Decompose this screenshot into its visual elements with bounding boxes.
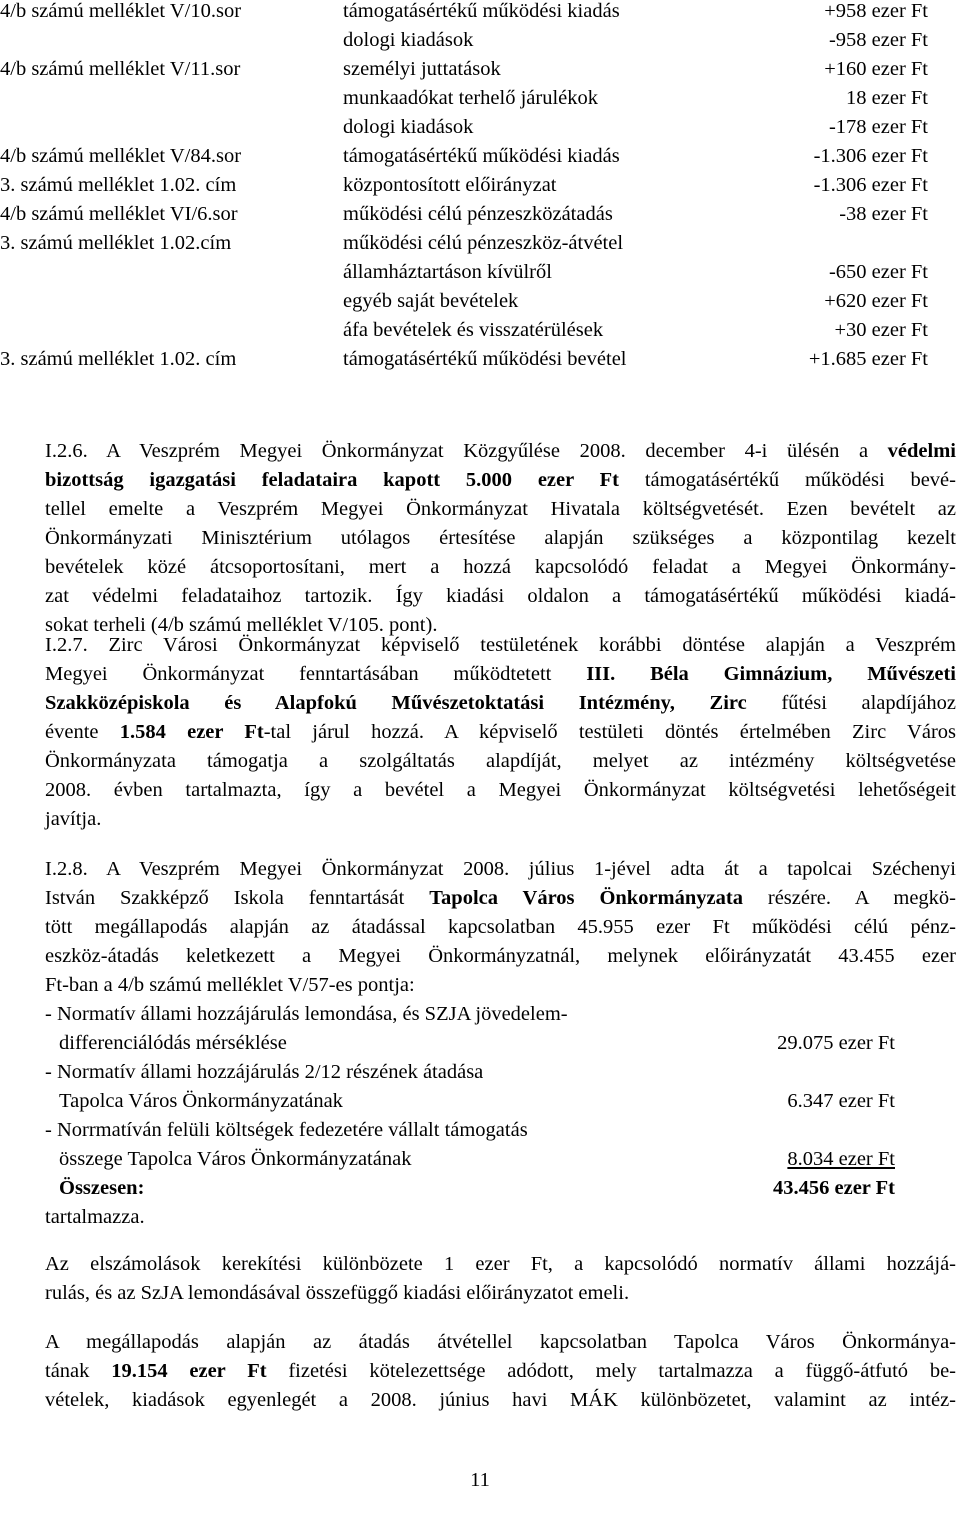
text-line: eszköz-átadás keletkezett a Megyei Önkormányzatnál, melynek előirányzatát 43.455 ezer — [45, 945, 956, 967]
paragraph-i-2-7 — [45, 631, 956, 834]
row-reference: 4/b számú melléklet VI/6.sor — [0, 203, 238, 225]
text-line: évente 1.584 ezer Ft-tal járul hozzá. A képviselő testületi döntés értelmében Zirc Város — [45, 721, 956, 743]
row-amount: -650 ezer Ft — [828, 261, 928, 283]
row-reference: 4/b számú melléklet V/11.sor — [0, 58, 241, 80]
table-row — [0, 171, 928, 200]
paragraph-i-2-6 — [45, 437, 956, 640]
text-line: rulás, és az SzJA lemondásával összefüggő kiadási előirányzatot emeli. — [45, 1282, 630, 1304]
text-line: 2008. évben tartalmazta, így a bevétel a Megyei Önkormányzat költségvetési lehetőségeit — [45, 779, 956, 801]
table-row — [0, 229, 928, 258]
row-amount: -38 ezer Ft — [839, 203, 928, 225]
table-row — [0, 84, 928, 113]
text-line: bizottság igazgatási feladataira kapott 5.000 ezer Ft támogatásértékű működési bevé- — [45, 469, 956, 491]
row-item: működési célú pénzeszközátadás — [343, 203, 613, 225]
table-row — [0, 0, 928, 26]
text-line: I.2.7. Zirc Városi Önkormányzat képviselő testületének korábbi döntése alapján a Veszprém — [45, 634, 956, 656]
row-amount: -178 ezer Ft — [828, 116, 928, 138]
row-amount: +160 ezer Ft — [824, 58, 928, 80]
table-row — [0, 26, 928, 55]
row-item: működési célú pénzeszköz-átvétel — [343, 232, 624, 254]
table-row — [0, 316, 928, 345]
table-row — [0, 113, 928, 142]
page-number: 11 — [470, 1469, 490, 1491]
text-line: vételek, kiadások egyenlegét a 2008. június havi MÁK különbözetet, valamint az intéz- — [45, 1389, 956, 1411]
text-line: tának 19.154 ezer Ft fizetési kötelezettsége adódott, mely tartalmazza a függő-átfutó be- — [45, 1360, 957, 1382]
row-amount: +958 ezer Ft — [824, 0, 928, 22]
text-line: Ft-ban a 4/b számú melléklet V/57-es pontja: — [45, 974, 415, 996]
row-item: dologi kiadások — [343, 29, 474, 51]
row-amount: 18 ezer Ft — [846, 87, 928, 109]
list-item: összege Tapolca Város Önkormányzatának 8.034 ezer Ft — [59, 1148, 895, 1170]
text-line: zat védelmi feladataihoz tartozik. Így kiadási oldalon a támogatásértékű működési kiadá- — [45, 585, 956, 607]
row-reference: 3. számú melléklet 1.02.cím — [0, 232, 232, 254]
list-item: Tapolca Város Önkormányzatának 6.347 ezer Ft — [59, 1090, 895, 1112]
text-line: Megyei Önkormányzat fenntartásában működtetett III. Béla Gimnázium, Művészeti — [45, 663, 956, 685]
text-line: bevételek közé átcsoportosítani, mert a hozzá kapcsolódó feladat a Megyei Önkormány- — [45, 556, 956, 578]
row-reference: 3. számú melléklet 1.02. cím — [0, 348, 237, 370]
text-line: Szakközépiskola és Alapfokú Művészetoktatási Intézmény, Zirc fűtési alapdíjához — [45, 692, 956, 714]
list-total: Összesen: 43.456 ezer Ft — [59, 1177, 895, 1199]
text-line: István Szakképző Iskola fenntartását Tapolca Város Önkormányzata részére. A megkö- — [45, 887, 956, 909]
row-item: támogatásértékű működési bevétel — [343, 348, 627, 370]
table-row — [0, 142, 928, 171]
row-amount: -958 ezer Ft — [828, 29, 928, 51]
table-row — [0, 258, 928, 287]
list-item: - Normatív állami hozzájárulás lemondása, és SZJA jövedelem- — [45, 1003, 568, 1025]
list-item: - Norrmatíván felüli költségek fedezetére vállalt támogatás — [45, 1119, 528, 1141]
table-row — [0, 345, 928, 374]
row-item: személyi juttatások — [343, 58, 501, 80]
list-item: - Normatív állami hozzájárulás 2/12 részének átadása — [45, 1061, 484, 1083]
text-line: Az elszámolások kerekítési különbözete 1 ezer Ft, a kapcsolódó normatív állami hozzájá- — [45, 1253, 956, 1275]
row-item: egyéb saját bevételek — [343, 290, 519, 312]
row-amount: +620 ezer Ft — [824, 290, 928, 312]
list-item: differenciálódás mérséklése 29.075 ezer Ft — [59, 1032, 895, 1054]
row-item: áfa bevételek és visszatérülések — [343, 319, 604, 341]
row-item: munkaadókat terhelő járulékok — [343, 87, 599, 109]
table-row — [0, 200, 928, 229]
list-tail: tartalmazza. — [45, 1206, 145, 1228]
table-row — [0, 287, 928, 316]
text-line: Önkormányzata támogatja a szolgáltatás alapdíját, melyet az intézmény költségvetése — [45, 750, 956, 772]
row-item: központosított előirányzat — [343, 174, 557, 196]
row-item: államháztartáson kívülről — [343, 261, 552, 283]
text-line: I.2.8. A Veszprém Megyei Önkormányzat 2008. július 1-jével adta át a tapolcai Széchenyi — [45, 858, 956, 880]
table-row — [0, 55, 928, 84]
row-reference: 3. számú melléklet 1.02. cím — [0, 174, 237, 196]
row-reference: 4/b számú melléklet V/84.sor — [0, 145, 242, 167]
row-amount: -1.306 ezer Ft — [813, 145, 928, 167]
row-amount: +1.685 ezer Ft — [808, 348, 928, 370]
row-item: támogatásértékű működési kiadás — [343, 145, 620, 167]
text-line: sokat terheli (4/b számú melléklet V/105. pont). — [45, 614, 438, 636]
text-line: javítja. — [45, 808, 102, 830]
itemized-list — [45, 1000, 895, 1232]
text-line: tellel emelte a Veszprém Megyei Önkormányzat Hivatala költségvetését. Ezen bevételt az — [45, 498, 956, 520]
row-item: támogatásértékű működési kiadás — [343, 0, 620, 22]
paragraph-rounding — [45, 1250, 956, 1308]
text-line: Önkormányzati Minisztérium utólagos értesítése alapján szükséges a központilag kezelt — [45, 527, 956, 549]
row-amount: +30 ezer Ft — [834, 319, 928, 341]
text-line: I.2.6. A Veszprém Megyei Önkormányzat Közgyűlése 2008. december 4-i ülésén a védelmi — [45, 440, 956, 462]
paragraph-agreement — [45, 1328, 956, 1415]
row-item: dologi kiadások — [343, 116, 474, 138]
row-reference: 4/b számú melléklet V/10.sor — [0, 0, 242, 22]
text-line: A megállapodás alapján az átadás átvétellel kapcsolatban Tapolca Város Önkormánya- — [45, 1331, 956, 1353]
row-amount: -1.306 ezer Ft — [813, 174, 928, 196]
text-line: tött megállapodás alapján az átadással kapcsolatban 45.955 ezer Ft működési célú pénz- — [45, 916, 956, 938]
paragraph-i-2-8 — [45, 855, 956, 1000]
